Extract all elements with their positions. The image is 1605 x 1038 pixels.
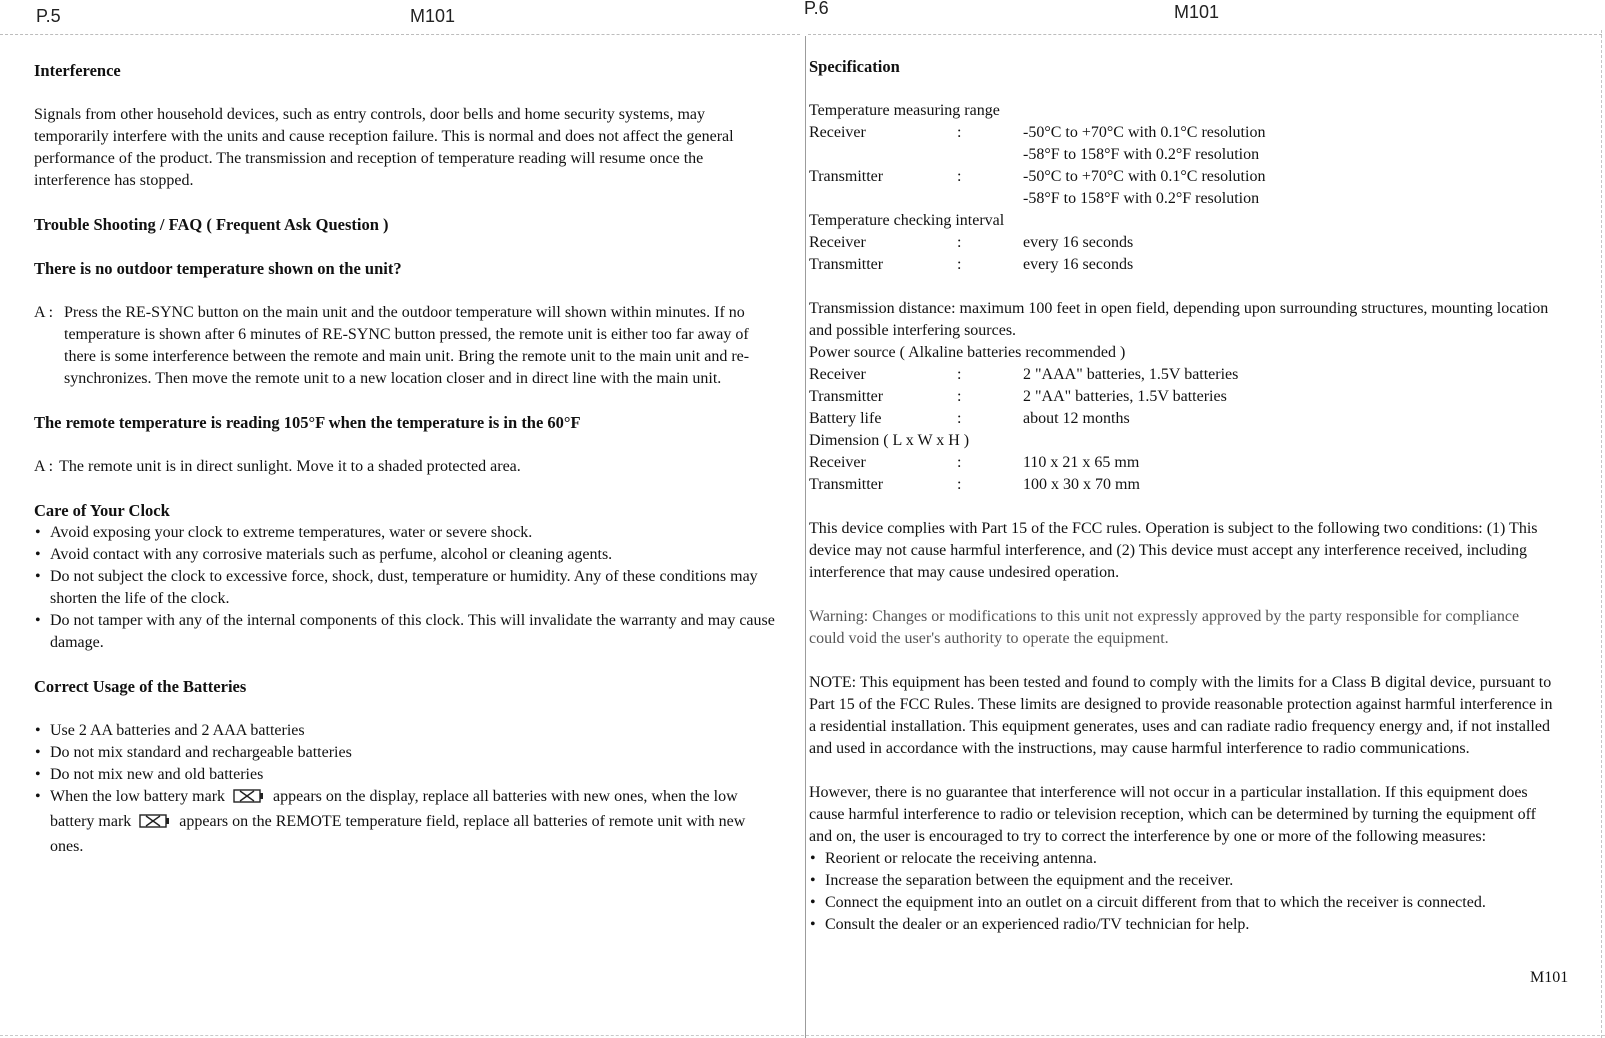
spec-value: 2 "AAA" batteries, 1.5V batteries (1023, 366, 1239, 383)
low-battery-text-1: When the low battery mark (50, 788, 226, 805)
measures-list (809, 848, 1554, 936)
list-item: • Do not tamper with any of the internal components of this clock. This will invalidate the warranty and may cause damage. (34, 610, 779, 654)
faq-answer-1 (34, 302, 779, 390)
faq-answer-2 (34, 456, 779, 478)
spec-colon: : (957, 256, 962, 273)
warning-text: Warning: Changes or modifications to this unit not expressly approved by the party responsible for compliance could void the user's authority to operate the equipment. (809, 608, 1520, 647)
spec-colon: : (957, 388, 962, 405)
left-page-number: P.5 (36, 6, 61, 26)
list-item: • Consult the dealer or an experienced radio/TV technician for help. (809, 914, 1554, 936)
batteries-heading: Correct Usage of the Batteries (34, 677, 247, 696)
low-battery-icon (233, 788, 265, 811)
spec-value: -50°C to +70°C with 0.1°C resolution (1023, 124, 1266, 141)
left-model-number: M101 (410, 6, 456, 26)
spec-row-transmitter-dimension (809, 474, 1554, 496)
spec-key: Battery life (809, 410, 882, 427)
spec-row-receiver-range-f (809, 144, 1554, 166)
spec-value: every 16 seconds (1023, 234, 1134, 251)
spec-colon: : (957, 410, 962, 427)
spec-colon: : (957, 234, 962, 251)
right-page-number: P.6 (804, 0, 829, 18)
faq-question-2: The remote temperature is reading 105°F when the temperature is in the 60°F (34, 413, 581, 432)
batteries-list (34, 720, 779, 858)
spec-value: every 16 seconds (1023, 256, 1134, 273)
spec-key: Receiver (809, 234, 866, 251)
answer-label: A : (34, 458, 54, 475)
spec-colon: : (957, 476, 962, 493)
fcc-compliance: This device complies with Part 15 of the FCC rules. Operation is subject to the following two conditions: (1) This device may not cause harmful interference, and (2) This device must accept any interference received, including interference that may cause undesired operation. (809, 520, 1538, 581)
low-battery-text-2: appears on the display, replace all batteries with new ones, when the low battery mark (50, 788, 738, 830)
spec-row-receiver-power (809, 364, 1554, 386)
list-item: • Do not mix new and old batteries (34, 764, 779, 786)
interval-label: Temperature checking interval (809, 212, 1005, 229)
low-battery-icon (139, 813, 171, 836)
page-fold-divider (805, 36, 806, 1038)
spec-row-battery-life (809, 408, 1554, 430)
list-item (34, 786, 779, 858)
list-item: • Increase the separation between the equipment and the receiver. (809, 870, 1554, 892)
temp-range-label: Temperature measuring range (809, 102, 1000, 119)
right-page-edge (1601, 30, 1602, 1038)
interference-text: Signals from other household devices, such as entry controls, door bells and home security systems, may temporarily interfere with the units and cause reception failure. This is normal and does not affect the general performance of the product. The transmission and reception of temperature reading will resume once the interference has stopped. (34, 106, 734, 189)
spec-key: Transmitter (809, 256, 884, 273)
list-item: • Avoid exposing your clock to extreme temperatures, water or severe shock. (34, 522, 779, 544)
list-item: • Use 2 AA batteries and 2 AAA batteries (34, 720, 779, 742)
faq-question-1: There is no outdoor temperature shown on the unit? (34, 259, 402, 278)
spec-row-transmitter-interval (809, 254, 1554, 276)
specification-heading: Specification (809, 57, 900, 76)
transmission-distance: Transmission distance: maximum 100 feet in open field, depending upon surrounding structures, mounting location and possible interfering sources. (809, 300, 1549, 339)
spec-value: 110 x 21 x 65 mm (1023, 454, 1140, 471)
spec-value: 100 x 30 x 70 mm (1023, 476, 1140, 493)
spec-row-transmitter-power (809, 386, 1554, 408)
spec-value: -58°F to 158°F with 0.2°F resolution (1023, 190, 1260, 207)
footer-model-number: M101 (1530, 969, 1569, 986)
top-divider-right (808, 34, 1602, 35)
dimension-label: Dimension ( L x W x H ) (809, 432, 970, 449)
bottom-edge (0, 1035, 1605, 1036)
spec-key: Transmitter (809, 476, 884, 493)
list-item: • Connect the equipment into an outlet on a circuit different from that to which the receiver is connected. (809, 892, 1554, 914)
care-heading: Care of Your Clock (34, 501, 170, 520)
spec-row-receiver-interval (809, 232, 1554, 254)
interference-heading: Interference (34, 61, 121, 80)
spec-row-transmitter-range (809, 166, 1554, 188)
spec-colon: : (957, 366, 962, 383)
low-battery-text-3: appears on the REMOTE temperature field, replace all batteries of remote unit with new ones. (50, 813, 746, 855)
spec-row-transmitter-range-f (809, 188, 1554, 210)
spec-colon: : (957, 168, 962, 185)
spec-key: Transmitter (809, 388, 884, 405)
answer-label: A : (34, 304, 54, 321)
list-item: • Avoid contact with any corrosive materials such as perfume, alcohol or cleaning agents. (34, 544, 779, 566)
spec-value: 2 "AA" batteries, 1.5V batteries (1023, 388, 1227, 405)
spec-key: Transmitter (809, 168, 884, 185)
spec-value: -50°C to +70°C with 0.1°C resolution (1023, 168, 1266, 185)
list-item: • Reorient or relocate the receiving antenna. (809, 848, 1554, 870)
power-source-label: Power source ( Alkaline batteries recommended ) (809, 344, 1126, 361)
note-text: NOTE: This equipment has been tested and found to comply with the limits for a Class B digital device, pursuant to Part 15 of the FCC Rules. These limits are designed to provide reasonable protection against harmful interference in a residential installation. This equipment generates, uses and can radiate radio frequency energy and, if not installed and used in accordance with the instructions, may cause harmful interference to radio communications. (809, 674, 1553, 757)
care-list (34, 522, 779, 654)
top-divider-left (0, 34, 800, 35)
spec-colon: : (957, 454, 962, 471)
page-5 (34, 54, 779, 858)
page-6 (809, 54, 1554, 936)
spec-key: Receiver (809, 124, 866, 141)
spec-row-receiver-dimension (809, 452, 1554, 474)
right-model-number: M101 (1174, 2, 1220, 22)
spec-key: Receiver (809, 366, 866, 383)
spec-colon: : (957, 124, 962, 141)
troubleshooting-heading: Trouble Shooting / FAQ ( Frequent Ask Question ) (34, 215, 389, 234)
spec-row-receiver-range (809, 122, 1554, 144)
spec-key: Receiver (809, 454, 866, 471)
spec-value: -58°F to 158°F with 0.2°F resolution (1023, 146, 1260, 163)
however-text: However, there is no guarantee that interference will not occur in a particular installation. If this equipment does cause harmful interference to radio or television reception, which can be determined by turning the equipment off and on, the user is encouraged to try to correct the interference by one or more of the following measures: (809, 784, 1536, 845)
spec-value: about 12 months (1023, 410, 1130, 427)
list-item: • Do not mix standard and rechargeable batteries (34, 742, 779, 764)
answer-text: Press the RE-SYNC button on the main unit and the outdoor temperature will shown within minutes. If no temperature is shown after 6 minutes of RE-SYNC button pressed, the remote unit is either too far away of there is some interference between the remote and main unit. Bring the remote unit to the main unit and re-synchronizes. Then move the remote unit to a new location closer and in direct line with the main unit. (64, 304, 750, 387)
answer-text: The remote unit is in direct sunlight. Move it to a shaded protected area. (59, 458, 521, 475)
list-item: • Do not subject the clock to excessive force, shock, dust, temperature or humidity. Any of these conditions may shorten the life of the clock. (34, 566, 779, 610)
